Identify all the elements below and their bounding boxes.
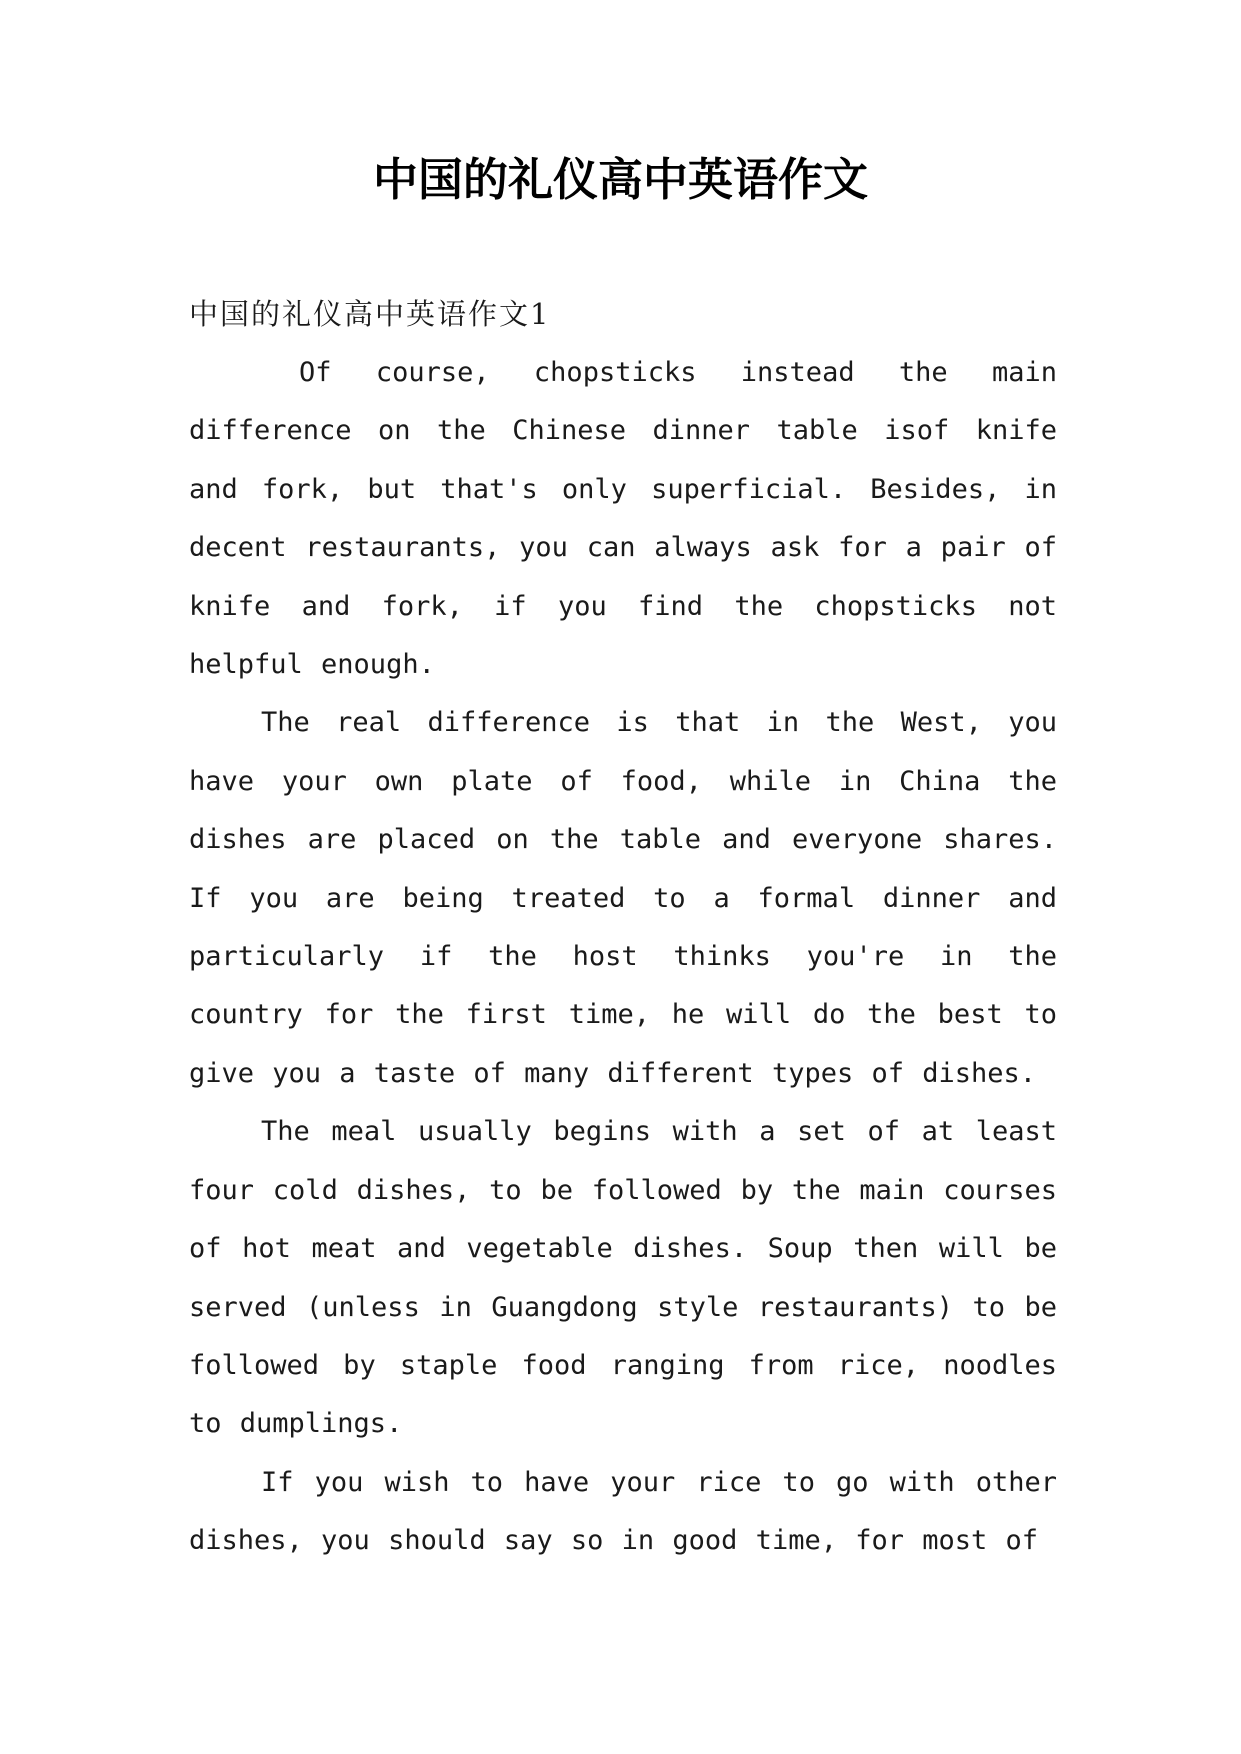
paragraph-2: The real difference is that in the West, you have your own plate of food, while in China the dishes are placed on the table and everyone shares. If you are being treated to a formal dinner and particularly if the host thinks you're in the country for the first time, he will do the best to give you a taste of many different types of dishes.	[189, 707, 1057, 1089]
section-heading: 中国的礼仪高中英语作文1	[189, 297, 551, 331]
document-body	[189, 291, 1057, 1571]
paragraph-3: The meal usually begins with a set of at least four cold dishes, to be followed by the main courses of hot meat and vegetable dishes. Soup then will be served (unless in Guangdong style restaurants) to be followed by staple food ranging from rice, noodles to dumplings.	[189, 1116, 1057, 1440]
paragraph-1: Of course, chopsticks instead the main difference on the Chinese dinner table isof knife and fork, but that's only superficial. Besides, in decent restaurants, you can always ask for a pair of knife and fork, if you find the chopsticks not helpful enough.	[189, 357, 1057, 681]
paragraph-4: If you wish to have your rice to go with other dishes, you should say so in good time, for most of	[189, 1466, 1057, 1557]
document-title: 中国的礼仪高中英语作文	[372, 153, 868, 206]
